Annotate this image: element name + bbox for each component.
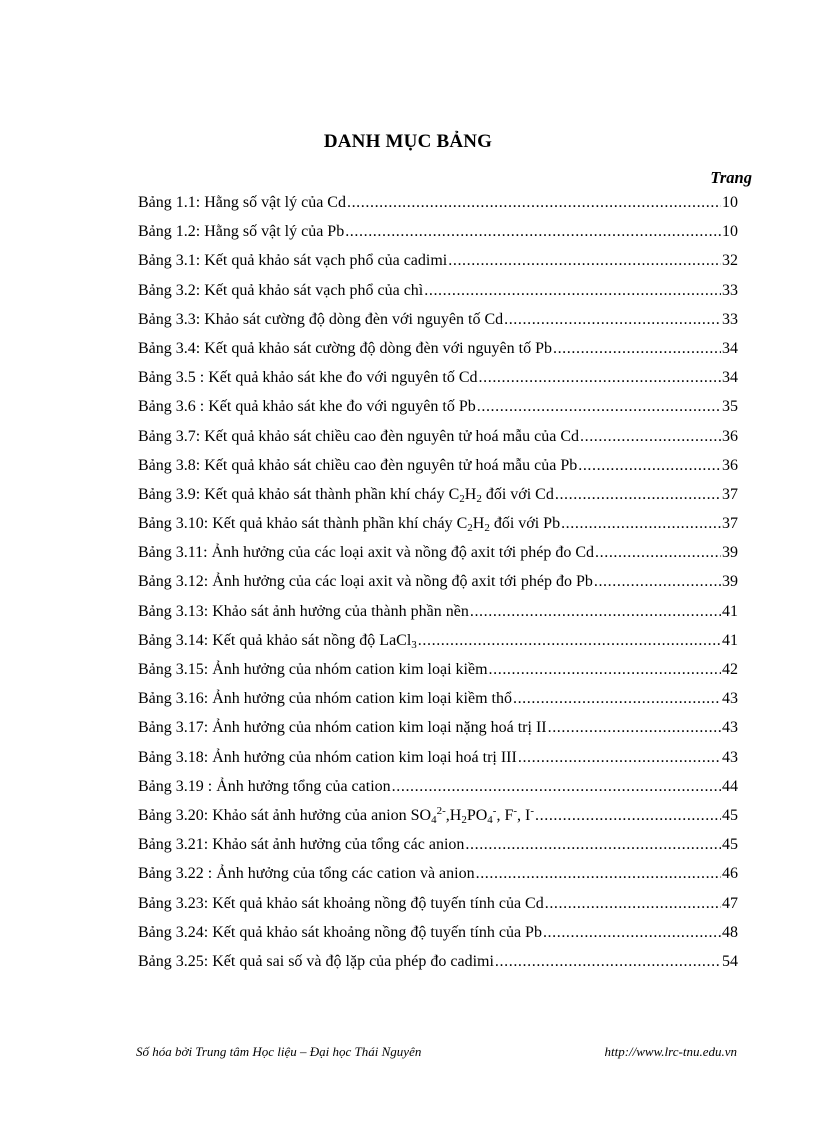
- entry-page: 34: [722, 339, 738, 357]
- entry-page: 45: [722, 836, 738, 854]
- footer-source-note: Số hóa bởi Trung tâm Học liệu – Đại học Thái Nguyên: [136, 1044, 422, 1059]
- entry-page: 41: [722, 631, 738, 649]
- list-item: [138, 924, 738, 953]
- list-item: [138, 544, 738, 573]
- entry-page: 43: [722, 690, 738, 708]
- dot-leader: [553, 340, 721, 358]
- list-item: [138, 719, 738, 748]
- entry-label: Bảng 3.24: Kết quả khảo sát khoảng nồng độ tuyến tính của Pb: [138, 923, 542, 941]
- entry-label: Bảng 3.10: Kết quả khảo sát thành phần khí cháy $C_2H_2$ đối với Pb: [138, 515, 561, 535]
- list-item: [138, 778, 738, 807]
- dot-leader: [418, 632, 721, 650]
- list-item: [138, 194, 738, 223]
- dot-leader: [392, 778, 721, 796]
- dot-leader: [594, 573, 721, 591]
- dot-leader: [535, 807, 721, 825]
- entry-label: Bảng 3.21: Khảo sát ảnh hưởng của tổng các anion: [138, 836, 465, 854]
- dot-leader: [465, 836, 721, 854]
- entry-page: 41: [722, 602, 738, 620]
- entry-label: Bảng 3.15: Ảnh hưởng của nhóm cation kim loại kiềm: [138, 661, 488, 678]
- entry-page: 34: [722, 369, 738, 387]
- entry-page: 33: [722, 310, 738, 328]
- entry-label: Bảng 1.1: Hằng số vật lý của Cd: [138, 194, 346, 211]
- list-item: [138, 661, 738, 690]
- entry-label: Bảng 3.8: Kết quả khảo sát chiều cao đèn nguyên tử hoá mẫu của Pb: [138, 456, 578, 474]
- list-item: [138, 895, 738, 924]
- dot-leader: [555, 486, 721, 504]
- dot-leader: [518, 749, 721, 767]
- dot-leader: [470, 603, 721, 621]
- list-item: [138, 515, 738, 544]
- dot-leader: [476, 865, 721, 883]
- entry-page: 46: [722, 865, 738, 883]
- list-item: [138, 603, 738, 632]
- list-item: [138, 398, 738, 427]
- dot-leader: [561, 515, 721, 533]
- list-item: [138, 369, 738, 398]
- list-item: [138, 340, 738, 369]
- entry-page: 43: [722, 719, 738, 737]
- entry-label: Bảng 3.6 : Kết quả khảo sát khe đo với nguyên tố Pb: [138, 398, 476, 416]
- entry-label: Bảng 3.13: Khảo sát ảnh hưởng của thành phần nền: [138, 602, 469, 620]
- list-item: [138, 865, 738, 894]
- entry-label: Bảng 3.19 : Ảnh hưởng tổng của cation: [138, 777, 391, 795]
- dot-leader: [448, 252, 721, 270]
- page-title: DANH MỤC BẢNG: [323, 131, 493, 152]
- list-item: [138, 632, 738, 661]
- entry-label: Bảng 3.7: Kết quả khảo sát chiều cao đèn nguyên tử hoá mẫu của Cd: [138, 427, 579, 445]
- dot-leader: [578, 457, 721, 475]
- entry-label: Bảng 3.20: Khảo sát ảnh hưởng của anion $SO_4^{2-},H_2PO_4^-$, F-, I-: [138, 804, 535, 826]
- entry-page: 39: [722, 544, 738, 562]
- entry-label: Bảng 3.17: Ảnh hưởng của nhóm cation kim loại nặng hoá trị II: [138, 719, 547, 737]
- entry-page: 10: [722, 194, 738, 211]
- entry-page: 48: [722, 923, 738, 941]
- dot-leader: [580, 428, 721, 446]
- dot-leader: [477, 398, 721, 416]
- entry-label: Bảng 3.22 : Ảnh hưởng của tổng các cation và anion: [138, 865, 475, 883]
- dot-leader: [345, 223, 721, 241]
- dot-leader: [545, 895, 721, 913]
- entry-page: 39: [722, 573, 738, 591]
- footer-url: http://www.lrc-tnu.edu.vn: [604, 1044, 737, 1059]
- entry-page: 54: [722, 952, 738, 970]
- entry-page: 37: [722, 515, 738, 533]
- entry-page: 32: [722, 252, 738, 270]
- entry-page: 47: [722, 894, 738, 912]
- list-item: [138, 804, 738, 836]
- page-column-label: Trang: [710, 168, 752, 187]
- dot-leader: [495, 953, 721, 971]
- entry-page: 10: [722, 223, 738, 241]
- dot-leader: [479, 369, 721, 387]
- entry-page: 43: [722, 748, 738, 766]
- entry-label: Bảng 3.23: Kết quả khảo sát khoảng nồng độ tuyến tính của Cd: [138, 894, 544, 912]
- entry-page: 44: [722, 777, 738, 795]
- entry-page: 33: [722, 281, 738, 299]
- entry-page: 37: [722, 485, 738, 503]
- entry-label: Bảng 3.4: Kết quả khảo sát cường độ dòng đèn với nguyên tố Pb: [138, 339, 552, 357]
- entry-label: Bảng 3.2: Kết quả khảo sát vạch phổ của chì: [138, 281, 424, 299]
- entry-label: Bảng 3.1: Kết quả khảo sát vạch phổ của cadimi: [138, 252, 448, 270]
- list-item: [138, 836, 738, 865]
- table-list: [138, 194, 738, 982]
- entry-label: Bảng 3.12: Ảnh hưởng của các loại axit và nồng độ axit tới phép đo Pb: [138, 573, 593, 591]
- list-item: [138, 749, 738, 778]
- entry-page: 42: [722, 661, 738, 678]
- entry-page: 36: [722, 427, 738, 445]
- entry-page: 36: [722, 456, 738, 474]
- list-item: [138, 953, 738, 982]
- list-item: [138, 486, 738, 515]
- list-item: [138, 252, 738, 281]
- entry-label: Bảng 3.18: Ảnh hưởng của nhóm cation kim loại hoá trị III: [138, 748, 517, 766]
- list-item: [138, 690, 738, 719]
- entry-page: 35: [722, 398, 738, 416]
- dot-leader: [595, 544, 721, 562]
- list-item: [138, 282, 738, 311]
- list-item: [138, 573, 738, 602]
- entry-label: Bảng 3.11: Ảnh hưởng của các loại axit và nồng độ axit tới phép đo Cd: [138, 544, 595, 562]
- list-item: [138, 457, 738, 486]
- entry-label: Bảng 3.14: Kết quả khảo sát nồng độ LaCl$_3$: [138, 631, 417, 651]
- entry-label: Bảng 3.25: Kết quả sai số và độ lặp của phép đo cadimi: [138, 952, 494, 970]
- entry-label: Bảng 1.2: Hằng số vật lý của Pb: [138, 223, 345, 241]
- entry-label: Bảng 3.9: Kết quả khảo sát thành phần khí cháy $C_2H_2$ đối với Cd: [138, 485, 554, 505]
- dot-leader: [347, 194, 721, 212]
- dot-leader: [513, 690, 721, 708]
- dot-leader: [548, 719, 721, 737]
- list-item: [138, 311, 738, 340]
- entry-page: 45: [722, 806, 738, 824]
- entry-label: Bảng 3.5 : Kết quả khảo sát khe đo với nguyên tố Cd: [138, 369, 478, 387]
- entry-label: Bảng 3.3: Khảo sát cường độ dòng đèn với nguyên tố Cd: [138, 310, 504, 328]
- list-item: [138, 428, 738, 457]
- dot-leader: [543, 924, 721, 942]
- entry-label: Bảng 3.16: Ảnh hưởng của nhóm cation kim loại kiềm thổ: [138, 690, 512, 708]
- list-item: [138, 223, 738, 252]
- dot-leader: [489, 661, 721, 679]
- dot-leader: [504, 311, 721, 329]
- dot-leader: [424, 282, 721, 300]
